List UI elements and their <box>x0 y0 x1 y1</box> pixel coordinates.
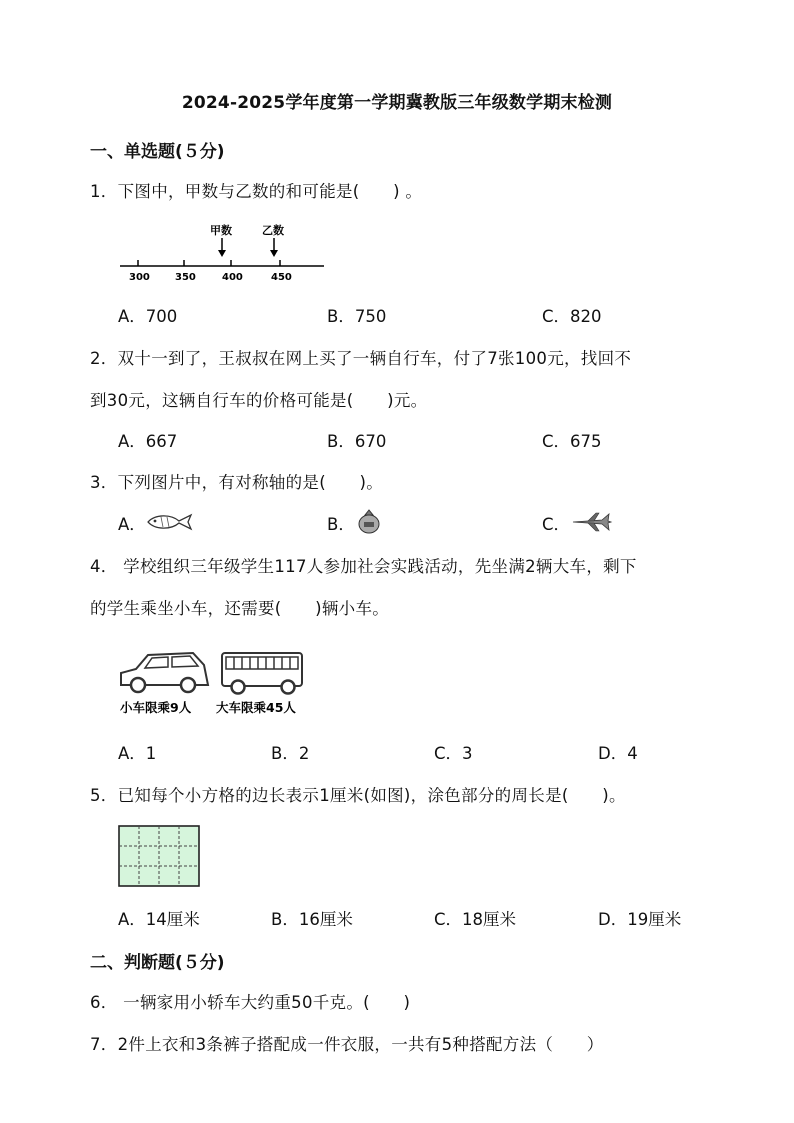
question-2-line-2: 到30元，这辆自行车的价格可能是( )元。 <box>90 391 428 410</box>
q4-option-b[interactable]: B．2 <box>271 744 310 763</box>
q3-option-c[interactable]: C． <box>542 515 571 534</box>
airplane-icon <box>572 510 612 534</box>
tick-450: 450 <box>271 272 292 283</box>
question-5: 5．已知每个小方格的边长表示1厘米(如图)，涂色部分的周长是( )。 <box>90 786 626 805</box>
q3-option-a[interactable]: A． <box>118 515 146 534</box>
question-4-line-1: 4． 学校组织三年级学生117人参加社会实践活动，先坐满2辆大车，剩下 <box>90 557 637 576</box>
q1-option-b[interactable]: B．750 <box>327 307 387 326</box>
q3-option-b[interactable]: B． <box>327 515 355 534</box>
grid-figure <box>118 825 200 887</box>
label-jia: 甲数 <box>210 224 232 237</box>
q4-option-c[interactable]: C．3 <box>434 744 473 763</box>
vehicles-figure <box>118 645 318 720</box>
q5-option-a[interactable]: A．14厘米 <box>118 910 200 929</box>
bag-icon <box>356 507 382 535</box>
q5-option-c[interactable]: C．18厘米 <box>434 910 517 929</box>
label-yi: 乙数 <box>262 224 284 237</box>
bus-caption: 大车限乘45人 <box>216 700 296 715</box>
q1-option-a[interactable]: A．700 <box>118 307 178 326</box>
q2-option-b[interactable]: B．670 <box>327 432 387 451</box>
question-3: 3．下列图片中，有对称轴的是( )。 <box>90 473 384 492</box>
question-2-line-1: 2．双十一到了，王叔叔在网上买了一辆自行车，付了7张100元，找回不 <box>90 349 632 368</box>
tick-350: 350 <box>175 272 196 283</box>
tick-300: 300 <box>129 272 150 283</box>
question-1: 1．下图中，甲数与乙数的和可能是( ) 。 <box>90 182 423 201</box>
section-heading-single-choice: 一、单选题(５分) <box>90 142 225 162</box>
q4-option-d[interactable]: D．4 <box>598 744 638 763</box>
bus-icon <box>222 653 302 694</box>
tick-400: 400 <box>222 272 243 283</box>
page-title: 2024-2025学年度第一学期冀教版三年级数学期末检测 <box>181 93 613 113</box>
number-line-figure <box>118 220 333 290</box>
question-4-line-2: 的学生乘坐小车，还需要( )辆小车。 <box>90 599 390 618</box>
q4-option-a[interactable]: A．1 <box>118 744 157 763</box>
q2-option-a[interactable]: A．667 <box>118 432 178 451</box>
fish-icon <box>145 512 197 532</box>
q5-option-d[interactable]: D．19厘米 <box>598 910 682 929</box>
car-caption: 小车限乘9人 <box>120 700 192 715</box>
q2-option-c[interactable]: C．675 <box>542 432 602 451</box>
q5-option-b[interactable]: B．16厘米 <box>271 910 353 929</box>
question-7: 7．2件上衣和3条裤子搭配成一件衣服，一共有5种搭配方法（ ） <box>90 1035 604 1054</box>
section-heading-true-false: 二、判断题(５分) <box>90 953 225 973</box>
question-6: 6． 一辆家用小轿车大约重50千克。( ) <box>90 993 411 1012</box>
car-icon <box>121 653 208 692</box>
q1-option-c[interactable]: C．820 <box>542 307 602 326</box>
